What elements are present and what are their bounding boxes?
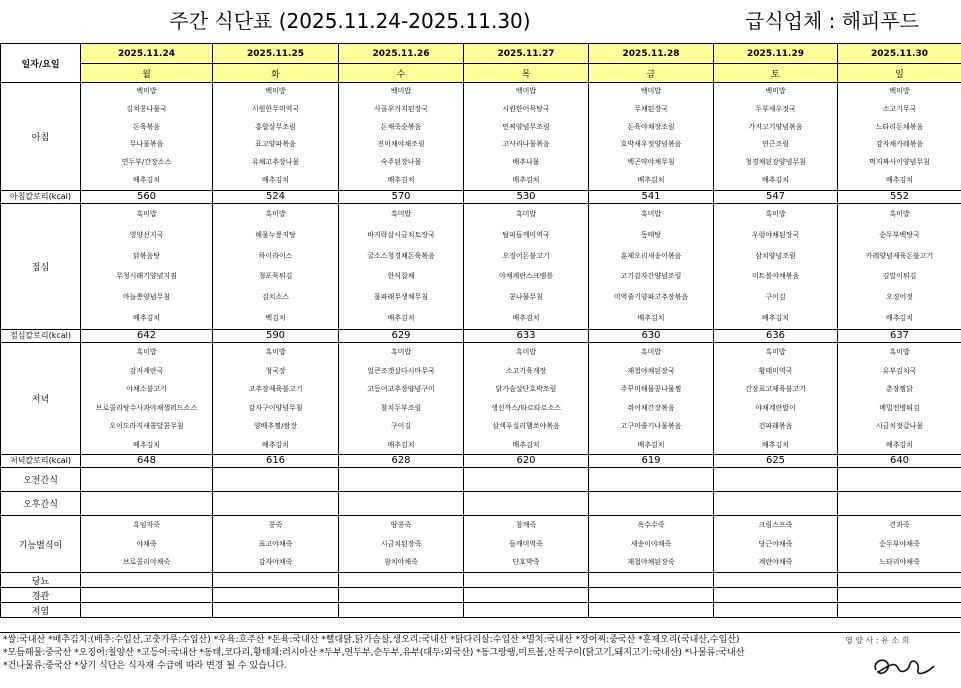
- kcal-value: 560: [81, 191, 213, 204]
- dish-name: 가지고기양념볶음: [748, 122, 803, 131]
- menu-cell: [81, 516, 213, 573]
- dish-name: 마늘쫑양념무침: [122, 293, 171, 302]
- weekly-menu-table: [0, 43, 961, 618]
- dish-name: 우렁야채된장국: [751, 230, 800, 239]
- menu-cell: [213, 516, 339, 573]
- dish-name: 옥수수죽: [637, 521, 665, 529]
- dish-name: 표고양파볶음: [255, 140, 296, 149]
- dish-name: 오징어돈불고기: [502, 251, 550, 260]
- dish-name: 돈육볶음: [132, 122, 161, 131]
- menu-cell: [714, 516, 838, 573]
- am-snack-row: [1, 468, 961, 492]
- dish-name: 야채죽: [136, 539, 157, 548]
- weekday-row: [1, 64, 961, 83]
- dish-name: 배추김치: [637, 440, 665, 449]
- dish-name: 오이도라지새콤달콤무침: [109, 422, 184, 430]
- menu-cell: [464, 83, 589, 191]
- lunch-row: [1, 204, 961, 330]
- dish-name: 카레양념제육돈불고기: [865, 251, 934, 260]
- menu-cell: [213, 83, 339, 191]
- dish-name: 흑미밥: [640, 210, 662, 218]
- dish-name: 흑미밥: [640, 348, 662, 356]
- menu-cell: [589, 343, 714, 455]
- dish-name: 양배추찜/쌈장: [254, 422, 297, 430]
- weekday-cell: 화: [213, 64, 339, 83]
- dish-name: 배추김치: [761, 176, 790, 185]
- dish-name: 배추김치: [132, 314, 161, 323]
- lunch-label: 점심: [1, 204, 81, 330]
- date-cell: 2025.11.24: [81, 44, 213, 64]
- dinner-label: 저녁: [1, 343, 81, 455]
- menu-cell: [464, 343, 589, 455]
- dish-name: 재첩야채된장국: [627, 366, 675, 375]
- dish-name: 배추김치: [387, 176, 415, 185]
- dinner-kcal-row: [1, 455, 961, 468]
- dish-name: 간장표고제육불고기: [745, 385, 806, 393]
- dish-name: 브로콜리야채죽: [122, 558, 171, 567]
- dish-name: 김말이튀김: [882, 272, 917, 281]
- low-salt-label: 저염: [1, 603, 81, 618]
- breakfast-kcal-label: 아침칼로리(kcal): [1, 191, 81, 204]
- kcal-value: 524: [213, 191, 339, 204]
- menu-cell: [838, 204, 961, 330]
- lunch-kcal-label: 점심칼로리(kcal): [1, 330, 81, 343]
- dish-name: 백미밥: [136, 87, 157, 95]
- dish-name: 무채된장국: [634, 104, 668, 113]
- dish-name: 유부김치국: [882, 366, 917, 375]
- dish-name: 참깨죽: [515, 521, 537, 529]
- dish-name: 흑미밥: [889, 210, 910, 218]
- dish-name: 재첩야채된장죽: [627, 558, 675, 567]
- menu-cell: [714, 343, 838, 455]
- date-cell: 2025.11.27: [464, 44, 589, 64]
- dish-name: 동태탕: [640, 230, 662, 239]
- dish-name: 청포묵튀김: [258, 272, 293, 281]
- lunch-kcal-row: [1, 330, 961, 343]
- dish-name: 무청시래기양념지짐: [116, 272, 177, 281]
- kcal-value: 630: [589, 330, 714, 343]
- dish-name: 흑미밥: [765, 210, 786, 218]
- dish-name: 견과죽: [889, 521, 910, 529]
- dish-name: 닭볶음탕: [132, 251, 161, 260]
- weekday-cell: 월: [81, 64, 213, 83]
- dish-name: 훈제오리새송이볶음: [620, 251, 682, 260]
- dish-name: 백미밥: [265, 87, 286, 95]
- dish-name: 배추김치: [132, 440, 161, 449]
- kcal-value: 628: [339, 455, 464, 468]
- dish-name: 콩죽: [268, 521, 283, 529]
- footnote-line: *쌀:국내산 *배추김치:(배추:수입산,고춧가루:수입산) *우육:호주산 *돈육:국내산 *뻘대닭,닭가슴살,생오리:국내산 *닭다리살:수입산 *멸치:국내산 *장어찌:중국산 *훈제오리(국내산,수입산): [3, 635, 740, 645]
- pm-snack-row: [1, 492, 961, 516]
- dish-name: 배추김치: [512, 314, 540, 323]
- footnote-line: *건나물류:중국산 *상기 식단은 식자재 수급에 따라 변경 될 수 있습니다.: [3, 661, 288, 671]
- dish-name: 백미밥: [390, 87, 412, 95]
- dish-name: 김치콩나물국: [126, 104, 167, 113]
- menu-cell: [838, 343, 961, 455]
- dish-name: 주꾸미해물콩나물찜: [620, 385, 682, 393]
- dish-name: 사골우거지된장국: [373, 104, 429, 113]
- kcal-value: 590: [213, 330, 339, 343]
- dish-name: 연두부/간장소스: [121, 158, 172, 167]
- dish-name: 배추김치: [885, 176, 914, 185]
- footnotes: [0, 632, 960, 688]
- dish-name: 시원한무미역국: [251, 104, 300, 113]
- weekday-cell: 수: [339, 64, 464, 83]
- pm-snack-label: 오후간식: [1, 492, 81, 516]
- kcal-value: 629: [339, 330, 464, 343]
- dish-name: 황태미역국: [758, 366, 793, 375]
- dish-name: 백미밥: [765, 87, 786, 95]
- dish-name: 배추김치: [885, 440, 914, 449]
- dish-name: 홍합살무조림: [255, 122, 296, 131]
- dish-name: 흑미밥: [765, 348, 786, 356]
- dish-name: 미역줄기양파고추장볶음: [613, 293, 689, 302]
- dish-name: 유채고추장나물: [251, 158, 300, 167]
- menu-cell: [838, 83, 961, 191]
- dish-name: 구이김: [390, 422, 412, 430]
- dish-name: 계란야채죽: [758, 558, 793, 567]
- menu-cell: [589, 516, 714, 573]
- menu-cell: [213, 343, 339, 455]
- dish-name: 흑미밥: [515, 348, 537, 356]
- dish-name: 돈채죽순볶음: [380, 122, 422, 131]
- menu-cell: [589, 204, 714, 330]
- dish-name: 감자구이양념무침: [248, 403, 303, 412]
- weekday-cell: 일: [838, 64, 961, 83]
- dish-name: 흑미밥: [515, 210, 537, 218]
- dish-name: 삼색푸실리햄쏘야볶음: [492, 422, 560, 430]
- dish-name: 구이김: [765, 293, 786, 302]
- dish-name: 시원한어묵탕국: [502, 104, 550, 113]
- dish-name: 연근조림: [761, 140, 790, 149]
- menu-cell: [81, 83, 213, 191]
- menu-cell: [213, 204, 339, 330]
- menu-cell: [339, 343, 464, 455]
- dish-name: 백미밥: [889, 87, 910, 95]
- footnote-line: *모듬해물:중국산 *오징어:칠양산 *고등어:국내산 *동태,코다리,황태채:러시아산 *두부,연두부,순두부,유부(대두:외국산) *동그랑땡,미트볼,산적구이(닭고기,돼지고기:국내산) *나물류:국내산: [3, 648, 745, 658]
- dish-name: 배추김치: [261, 176, 290, 185]
- dish-name: 소고기무국: [882, 104, 917, 113]
- dish-name: 메밀전병튀김: [879, 403, 920, 412]
- dish-name: 감자야채죽: [258, 558, 293, 567]
- kcal-value: 570: [339, 191, 464, 204]
- low-salt-row: [1, 603, 961, 618]
- kcal-value: 616: [213, 455, 339, 468]
- kcal-value: 642: [81, 330, 213, 343]
- kcal-value: 541: [589, 191, 714, 204]
- dish-name: 고구마줄기나물볶음: [620, 422, 682, 430]
- dish-name: 호박새우젓양념볶음: [620, 140, 682, 149]
- kcal-value: 637: [838, 330, 961, 343]
- dish-name: 배추김치: [512, 440, 540, 449]
- dish-name: 콩나물무침: [509, 293, 543, 302]
- breakfast-kcal-row: [1, 191, 961, 204]
- dish-name: 순두부야채죽: [879, 539, 920, 548]
- dish-name: 돈육야채장조림: [627, 122, 675, 131]
- tube-feeding-label: 경관: [1, 588, 81, 603]
- diabetic-row: [1, 573, 961, 588]
- weekday-cell: 토: [714, 64, 838, 83]
- kcal-value: 547: [714, 191, 838, 204]
- breakfast-label: 아침: [1, 83, 81, 191]
- title-bar: [0, 0, 961, 43]
- dish-name: 감자채카레볶음: [875, 140, 924, 149]
- supplier-label: 급식업체 : 해피푸드: [745, 9, 920, 33]
- kcal-value: 640: [838, 455, 961, 468]
- diabetic-label: 당뇨: [1, 573, 81, 588]
- dish-name: 해물누룽지탕: [255, 230, 296, 239]
- dish-name: 당근야채죽: [758, 539, 793, 548]
- dish-name: 시금치된장죽: [380, 539, 422, 548]
- dish-name: 고등어고추장양념구이: [367, 385, 435, 393]
- dish-name: 쥐어채간장볶음: [627, 403, 675, 412]
- dish-name: 백곤약야채무침: [627, 158, 675, 167]
- weekday-cell: 목: [464, 64, 589, 83]
- menu-cell: [81, 204, 213, 330]
- dish-name: 흑미밥: [136, 210, 157, 218]
- tube-feeding-row: [1, 588, 961, 603]
- dish-name: 탈피들깨미역국: [502, 230, 550, 239]
- dish-name: 흑미밥: [265, 348, 286, 356]
- therapeutic-diet-label: 기능별식이: [1, 516, 81, 573]
- dish-name: 민찌양념무조림: [502, 122, 550, 131]
- dish-name: 하이라이스: [258, 251, 293, 260]
- dietitian-label: 영 양 사 : 유 소 희: [845, 636, 910, 645]
- date-day-label: 일자/요일: [1, 44, 81, 83]
- dish-name: 삼치양념조림: [755, 251, 796, 260]
- dish-name: 물파래무생채무침: [373, 293, 429, 302]
- dish-name: 미트볼야채볶음: [751, 272, 800, 281]
- menu-cell: [81, 343, 213, 455]
- dish-name: 고사리나물볶음: [502, 140, 550, 149]
- dish-name: 건파래볶음: [758, 422, 793, 430]
- kcal-value: 620: [464, 455, 589, 468]
- dish-name: 얼큰조갯살다시마무국: [367, 366, 435, 375]
- dish-name: 감자계란국: [129, 366, 164, 375]
- dish-name: 청경채된장양념무침: [745, 158, 806, 167]
- kcal-value: 633: [464, 330, 589, 343]
- dish-name: 야채계란스크램블: [498, 272, 554, 281]
- dish-name: 단호박죽: [512, 558, 540, 567]
- dish-name: 배추나물: [512, 158, 540, 167]
- dish-name: 배추김치: [637, 314, 665, 323]
- dish-name: 무나물볶음: [129, 140, 164, 149]
- kcal-value: 530: [464, 191, 589, 204]
- dish-name: 닭가슴살단호박조림: [495, 385, 557, 393]
- dish-name: 배추김치: [885, 314, 914, 323]
- dish-name: 소고기육개장: [505, 366, 547, 375]
- dish-name: 한식잡채: [387, 272, 415, 281]
- dish-name: 들깨미역죽: [509, 539, 543, 548]
- dish-name: 야채계란말이: [755, 403, 796, 412]
- dish-name: 굴소스청경채돈육볶음: [367, 251, 435, 260]
- date-row: [1, 44, 961, 64]
- menu-cell: [589, 83, 714, 191]
- dish-name: 브로콜리탕수사과야채샐러드소스: [95, 403, 198, 412]
- am-snack-label: 오전간식: [1, 468, 81, 492]
- dish-name: 흑미밥: [265, 210, 286, 218]
- kcal-value: 648: [81, 455, 213, 468]
- dish-name: 배추김치: [132, 176, 161, 185]
- menu-cell: [714, 204, 838, 330]
- dish-name: 표고야채죽: [258, 539, 293, 548]
- dinner-row: [1, 343, 961, 455]
- dish-name: 바지락살시금치토장국: [367, 230, 435, 239]
- menu-cell: [339, 204, 464, 330]
- dish-name: 청국장: [265, 366, 286, 375]
- weekday-cell: 금: [589, 64, 714, 83]
- dish-name: 백김치: [265, 314, 286, 323]
- dish-name: 백미밥: [640, 87, 662, 95]
- dish-name: 배추김치: [387, 314, 415, 323]
- dish-name: 참치두부조림: [380, 403, 422, 412]
- date-cell: 2025.11.28: [589, 44, 714, 64]
- dish-name: 배추김치: [637, 176, 665, 185]
- menu-cell: [464, 204, 589, 330]
- dish-name: 두부새우젓국: [755, 104, 796, 113]
- date-cell: 2025.11.26: [339, 44, 464, 64]
- dish-name: 배추김치: [761, 440, 790, 449]
- dish-name: 먹지짜사이양념무침: [869, 158, 930, 167]
- dish-name: 느타리돈채볶음: [875, 122, 924, 131]
- dish-name: 야채소불고기: [126, 385, 167, 393]
- dish-name: 흑미밥: [390, 348, 412, 356]
- dish-name: 춘장찜닭: [885, 385, 914, 393]
- dish-name: 배추김치: [387, 440, 415, 449]
- therapeutic-diet-row: [1, 516, 961, 573]
- menu-cell: [339, 516, 464, 573]
- signature-image: [868, 648, 938, 684]
- dish-name: 흑미밥: [889, 348, 910, 356]
- dish-name: 배추김치: [761, 314, 790, 323]
- dish-name: 참치야채죽: [384, 558, 418, 567]
- menu-cell: [339, 83, 464, 191]
- dish-name: 오징어젓: [885, 293, 914, 302]
- dish-name: 순두부백탕국: [879, 230, 920, 239]
- dish-name: 고추장제육불고기: [248, 385, 303, 393]
- dinner-kcal-label: 저녁칼로리(kcal): [1, 455, 81, 468]
- dish-name: 시금치젓갈나물: [875, 422, 924, 430]
- dish-name: 흑임자죽: [132, 521, 161, 529]
- date-cell: 2025.11.29: [714, 44, 838, 64]
- menu-cell: [464, 516, 589, 573]
- date-cell: 2025.11.30: [838, 44, 961, 64]
- kcal-value: 619: [589, 455, 714, 468]
- dish-name: 느타리야채죽: [879, 558, 920, 567]
- kcal-value: 625: [714, 455, 838, 468]
- page-title: 주간 식단표 (2025.11.24-2025.11.30): [169, 9, 531, 33]
- dish-name: 숙주된장나물: [380, 158, 422, 167]
- dish-name: 김치소스: [261, 293, 290, 302]
- dish-name: 흑미밥: [136, 348, 157, 356]
- dish-name: 배추김치: [261, 440, 290, 449]
- kcal-value: 636: [714, 330, 838, 343]
- dish-name: 백미밥: [515, 87, 537, 95]
- dish-name: 영양선지국: [129, 230, 164, 239]
- dish-name: 새송이야채죽: [630, 539, 672, 548]
- dish-name: 땅콩죽: [390, 521, 412, 529]
- dish-name: 배추김치: [512, 176, 540, 185]
- date-cell: 2025.11.25: [213, 44, 339, 64]
- dish-name: 흑미밥: [390, 210, 412, 218]
- breakfast-row: [1, 83, 961, 191]
- dish-name: 생선까스/타르타르소스: [491, 403, 561, 412]
- kcal-value: 552: [838, 191, 961, 204]
- dish-name: 진미채야채조림: [377, 140, 425, 149]
- menu-cell: [714, 83, 838, 191]
- dish-name: 고기감자간양념조림: [620, 272, 682, 281]
- menu-cell: [838, 516, 961, 573]
- dish-name: 크림스프죽: [758, 521, 793, 529]
